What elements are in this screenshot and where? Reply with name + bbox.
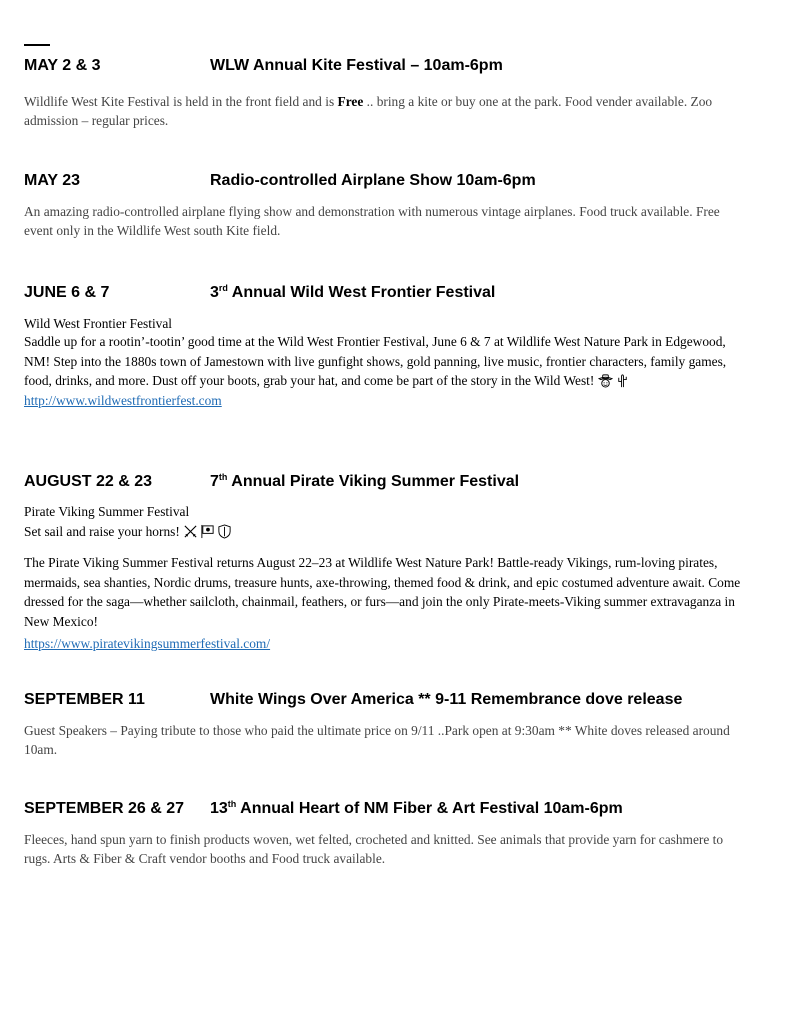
- pirate-viking-fest-link[interactable]: https://www.piratevikingsummerfestival.com/: [24, 636, 271, 651]
- event-description-pirate: The Pirate Viking Summer Festival returns August 22–23 at Wildlife West Nature Park! Battle-ready Vikings, rum-loving pirates, mermaids, sea shanties, Nordic drums, treasure hunts, axe-throwing, themed food & drink, and epic costumed adventure await. Come dressed for the saga—whether sailcloth, chainmail, feathers, or furs—and join the only Pirate-meets-Viking summer extravaganza in New Mexico!: [24, 555, 741, 629]
- event-date: AUGUST 22 & 23: [24, 473, 153, 490]
- event-title: White Wings Over America ** 9-11 Remembrance dove release: [210, 691, 683, 708]
- event-title: WLW Annual Kite Festival – 10am-6pm: [210, 57, 503, 74]
- frontier-fest-link[interactable]: http://www.wildwestfrontierfest.com: [24, 392, 222, 408]
- event-date: SEPTEMBER 11: [24, 691, 145, 708]
- pirate-flag-icon: [200, 524, 215, 539]
- event-subtitle-pirate: Pirate Viking Summer Festival: [24, 504, 190, 519]
- event-description-frontier: Saddle up for a rootin’-tootin’ good time at the Wild West Frontier Festival, June 6 & 7 at Wildlife West Nature Park in Edgewood, NM! Step into the 1880s town of Jamestown with live gunfight shows, gold panning, live music, frontier characters, family games, food, drinks, and more. Dust off your boots, grab your hat, and come be part of the story in the Wild West! http://www.wildwestfrontierfest.com: [24, 334, 727, 408]
- event-date: MAY 23: [24, 172, 81, 189]
- top-rule: [24, 44, 50, 46]
- event-date: JUNE 6 & 7: [24, 284, 110, 301]
- event-date: MAY 2 & 3: [24, 57, 101, 74]
- crossed-swords-icon: [183, 524, 198, 539]
- event-description-sept11: Guest Speakers – Paying tribute to those who paid the ultimate price on 9/11 ..Park open at 9:30am ** White doves released around 10am.: [24, 723, 730, 757]
- event-date: SEPTEMBER 26 & 27: [24, 800, 185, 817]
- event-link-row-pirate: [24, 634, 744, 653]
- event-title: Radio-controlled Airplane Show 10am-6pm: [210, 172, 536, 189]
- event-title: 7th Annual Pirate Viking Summer Festival: [210, 472, 520, 490]
- event-description-airplane: An amazing radio-controlled airplane flying show and demonstration with numerous vintage airplanes. Food truck available. Free event only in the Wildlife West south Kite field.: [24, 204, 720, 238]
- event-subtitle-frontier: Wild West Frontier Festival: [24, 316, 173, 331]
- shield-icon: [217, 524, 232, 539]
- event-description-kite: Wildlife West Kite Festival is held in the front field and is Free .. bring a kite or buy one at the park. Food vender available. Zoo admission – regular prices.: [24, 94, 713, 128]
- event-tagline-pirate: Set sail and raise your horns!: [24, 522, 744, 541]
- event-description-fiber: Fleeces, hand spun yarn to finish products woven, wet felted, crocheted and knitted. See animals that provide yarn for cashmere to rugs. Arts & Fiber & Craft vendor booths and Food truck available.: [24, 832, 724, 866]
- event-title: 13th Annual Heart of NM Fiber & Art Festival 10am-6pm: [210, 799, 623, 817]
- cactus-icon: [615, 373, 630, 388]
- free-label: Free: [337, 94, 364, 109]
- event-title: 3rd Annual Wild West Frontier Festival: [210, 283, 496, 301]
- cowboy-face-icon: [598, 373, 613, 388]
